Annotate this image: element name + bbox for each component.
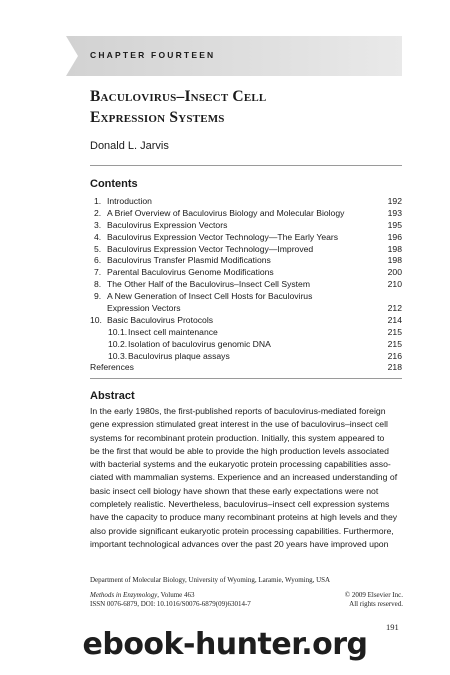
toc-title: Baculovirus plaque assays xyxy=(128,350,230,361)
abstract-line: gene expression stimulated great interest in the use of baculovirus–insect cell xyxy=(90,419,388,430)
author-name: Donald L. Jarvis xyxy=(90,140,169,152)
toc-title: Isolation of baculovirus genomic DNA xyxy=(128,338,271,349)
abstract-line: be the first that would be able to provide the high production levels associated xyxy=(90,445,389,456)
toc-entry[interactable] xyxy=(90,208,402,220)
watermark: ebook-hunter.org xyxy=(82,627,368,662)
toc-page: 210 xyxy=(387,279,402,290)
toc-entry[interactable] xyxy=(90,267,402,279)
toc-page: 198 xyxy=(387,255,402,266)
abstract-line: also provide significant eukaryotic protein processing capabilities. Furthermore, xyxy=(90,525,394,536)
journal-name: Methods in Enzymology xyxy=(90,591,158,599)
toc-number: 10.3. xyxy=(108,350,128,361)
title-line-1: Baculovirus–Insect Cell xyxy=(90,88,267,105)
toc-entry[interactable] xyxy=(90,255,402,267)
toc-number: 10.2. xyxy=(108,338,128,349)
toc-entry-continued[interactable] xyxy=(90,303,402,315)
toc-subentry[interactable] xyxy=(90,327,402,339)
chapter-label: CHAPTER FOURTEEN xyxy=(90,50,216,60)
toc-page: 215 xyxy=(387,338,402,349)
abstract-line: systems for recombinant protein production. Initially, this system appeared to xyxy=(90,432,385,443)
toc-title: Basic Baculovirus Protocols xyxy=(107,314,214,325)
toc-number: 8. xyxy=(94,279,102,290)
toc-page: 215 xyxy=(387,326,402,337)
abstract-text xyxy=(90,405,403,551)
table-of-contents xyxy=(90,196,402,374)
toc-title: Baculovirus Expression Vector Technology—Improved xyxy=(107,243,314,254)
affiliation: Department of Molecular Biology, University of Wyoming, Laramie, Wyoming, USA xyxy=(90,576,331,584)
toc-title: Baculovirus Expression Vectors xyxy=(107,219,228,230)
toc-number: 9. xyxy=(94,291,102,302)
doi-line xyxy=(90,600,403,608)
toc-entry[interactable] xyxy=(90,220,402,232)
toc-number: 6. xyxy=(94,255,102,266)
toc-title: The Other Half of the Baculovirus–Insect Cell System xyxy=(107,279,310,290)
abstract-line: important technological advances over the past 20 years have improved upon xyxy=(90,538,389,549)
toc-subentry[interactable] xyxy=(90,351,402,363)
rights: All rights reserved. xyxy=(349,600,403,608)
toc-page: 192 xyxy=(387,196,402,206)
toc-number: 1. xyxy=(94,196,102,206)
publication-line xyxy=(90,591,403,599)
toc-title: Expression Vectors xyxy=(107,303,181,314)
toc-title: Parental Baculovirus Genome Modifications xyxy=(107,267,274,278)
toc-entry[interactable] xyxy=(90,315,402,327)
abstract-line: In the early 1980s, the first-published reports of baculovirus-mediated foreign xyxy=(90,406,386,416)
toc-number: 10.1. xyxy=(108,326,128,337)
toc-title: References xyxy=(90,362,134,373)
toc-number: 2. xyxy=(94,207,102,218)
toc-title: Introduction xyxy=(107,196,152,206)
journal-volume: , Volume 463 xyxy=(157,591,195,599)
toc-number: 3. xyxy=(94,219,102,230)
toc-entry[interactable] xyxy=(90,196,402,208)
toc-page: 214 xyxy=(387,314,402,325)
toc-entry[interactable] xyxy=(90,279,402,291)
toc-page: 195 xyxy=(387,219,402,230)
toc-title: Baculovirus Transfer Plasmid Modifications xyxy=(107,255,271,266)
abstract-line: basic insect cell biology have shown that these early expectations were not xyxy=(90,485,379,496)
abstract-heading: Abstract xyxy=(90,390,135,402)
toc-number: 4. xyxy=(94,231,102,242)
toc-number: 10. xyxy=(90,314,102,325)
toc-subentry[interactable] xyxy=(90,339,402,351)
toc-title: Baculovirus Expression Vector Technology—The Early Years xyxy=(107,231,339,242)
toc-entry[interactable] xyxy=(90,291,402,303)
toc-page: 193 xyxy=(387,207,402,218)
toc-title: Insect cell maintenance xyxy=(128,326,218,337)
toc-title: A Brief Overview of Baculovirus Biology and Molecular Biology xyxy=(107,207,345,218)
toc-page: 200 xyxy=(387,267,402,278)
copyright: © 2009 Elsevier Inc. xyxy=(344,591,403,599)
contents-heading: Contents xyxy=(90,178,138,190)
toc-page: 218 xyxy=(387,362,402,373)
divider-top xyxy=(90,165,402,166)
abstract-line: ciated with mammalian systems. Experience and an increased understanding of xyxy=(90,472,398,483)
abstract-line: with bacterial systems and the eukaryotic protein processing capabilities asso- xyxy=(90,459,391,470)
toc-entry[interactable] xyxy=(90,232,402,244)
toc-page: 216 xyxy=(387,350,402,361)
toc-number: 5. xyxy=(94,243,102,254)
chapter-title xyxy=(90,86,400,128)
abstract-line: have the capacity to produce many recombinant proteins at high levels and they xyxy=(90,512,398,523)
toc-page: 196 xyxy=(387,231,402,242)
issn-doi[interactable]: ISSN 0076-6879, DOI: 10.1016/S0076-6879(09)63014-7 xyxy=(90,600,251,608)
toc-number: 7. xyxy=(94,267,102,278)
toc-title: A New Generation of Insect Cell Hosts for Baculovirus xyxy=(107,291,313,302)
toc-page: 212 xyxy=(387,303,402,314)
divider-contents xyxy=(90,378,402,379)
toc-page: 198 xyxy=(387,243,402,254)
title-line-2: Expression Systems xyxy=(90,109,225,126)
abstract-line: completely realistic. Nevertheless, baculovirus–insect cell expression systems xyxy=(90,499,390,510)
page-number: 191 xyxy=(386,622,399,632)
toc-references[interactable] xyxy=(90,362,402,374)
toc-entry[interactable] xyxy=(90,244,402,256)
